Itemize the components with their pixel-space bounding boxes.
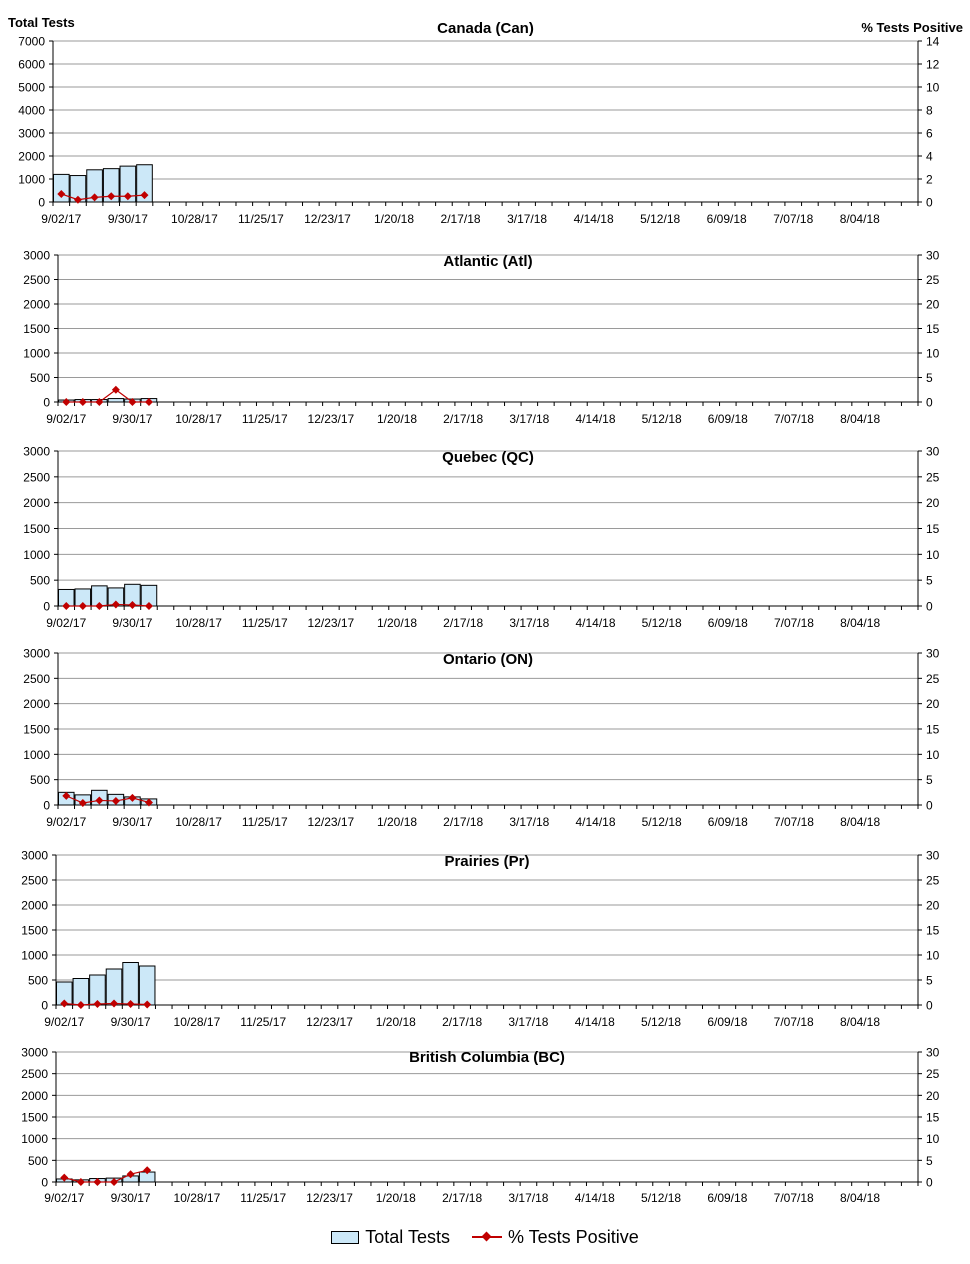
right-tick-label: 2 xyxy=(926,172,933,187)
right-tick-label: 30 xyxy=(926,848,940,863)
right-tick-label: 10 xyxy=(926,346,940,361)
x-tick-label: 12/23/17 xyxy=(307,412,355,426)
right-tick-label: 20 xyxy=(926,496,940,511)
left-tick-label: 500 xyxy=(29,573,50,588)
x-tick-label: 9/30/17 xyxy=(112,815,153,829)
x-tick-label: 10/28/17 xyxy=(175,815,222,829)
x-tick-label: 5/12/18 xyxy=(641,616,682,630)
right-tick-label: 6 xyxy=(926,126,933,141)
x-tick-label: 5/12/18 xyxy=(641,412,682,426)
x-tick-label: 4/14/18 xyxy=(575,412,616,426)
right-tick-label: 10 xyxy=(926,547,940,562)
legend-line-swatch xyxy=(472,1231,502,1243)
x-tick-label: 9/30/17 xyxy=(110,1015,151,1029)
x-tick-label: 7/07/18 xyxy=(773,412,814,426)
left-tick-label: 3000 xyxy=(21,1045,48,1060)
bar-total-tests xyxy=(123,963,139,1006)
right-tick-label: 15 xyxy=(926,522,940,536)
x-tick-label: 7/07/18 xyxy=(773,212,814,226)
x-tick-label: 9/02/17 xyxy=(44,1015,85,1029)
left-tick-label: 0 xyxy=(43,798,50,813)
left-tick-label: 500 xyxy=(29,371,50,385)
x-tick-label: 1/20/18 xyxy=(375,1015,416,1029)
x-tick-label: 12/23/17 xyxy=(306,1191,353,1205)
right-tick-label: 14 xyxy=(926,34,940,49)
left-tick-label: 2500 xyxy=(21,1067,48,1082)
right-tick-label: 12 xyxy=(926,57,940,72)
x-tick-label: 7/07/18 xyxy=(773,1015,814,1029)
x-tick-label: 2/17/18 xyxy=(443,815,484,829)
left-tick-label: 1000 xyxy=(23,547,50,562)
left-tick-label: 3000 xyxy=(21,848,48,863)
right-tick-label: 30 xyxy=(926,444,940,459)
x-tick-label: 9/02/17 xyxy=(46,616,87,630)
right-tick-label: 10 xyxy=(926,948,940,963)
right-tick-label: 10 xyxy=(926,80,940,95)
left-tick-label: 2500 xyxy=(23,671,50,686)
x-tick-label: 12/23/17 xyxy=(307,815,355,829)
x-tick-label: 9/30/17 xyxy=(107,212,148,226)
right-tick-label: 25 xyxy=(926,873,940,888)
left-tick-label: 0 xyxy=(41,1175,48,1190)
right-tick-label: 0 xyxy=(926,1175,933,1190)
x-tick-label: 5/12/18 xyxy=(641,1015,682,1029)
right-tick-label: 20 xyxy=(926,697,940,712)
x-tick-label: 11/25/17 xyxy=(238,212,284,226)
legend-label-total-tests: Total Tests xyxy=(365,1226,450,1247)
left-tick-label: 0 xyxy=(43,395,50,410)
panel-title: Prairies (Pr) xyxy=(444,853,530,870)
left-tick-label: 0 xyxy=(43,599,50,614)
right-tick-label: 20 xyxy=(926,297,940,312)
bar-total-tests xyxy=(108,399,124,402)
left-tick-label: 7000 xyxy=(18,34,45,49)
right-tick-label: 0 xyxy=(926,395,933,410)
left-tick-label: 1500 xyxy=(21,1110,48,1125)
x-tick-label: 12/23/17 xyxy=(304,212,351,226)
x-tick-label: 9/02/17 xyxy=(46,412,87,426)
x-tick-label: 6/09/18 xyxy=(707,412,748,426)
x-tick-label: 11/25/17 xyxy=(240,1015,287,1029)
x-tick-label: 10/28/17 xyxy=(175,412,222,426)
x-tick-label: 9/30/17 xyxy=(112,616,153,630)
x-tick-label: 10/28/17 xyxy=(175,616,222,630)
legend-item-pct-positive xyxy=(472,1227,639,1248)
x-tick-label: 3/17/18 xyxy=(509,412,550,426)
x-tick-label: 7/07/18 xyxy=(773,1191,814,1205)
panel-title: Ontario (ON) xyxy=(443,651,533,668)
right-tick-label: 25 xyxy=(926,1067,940,1082)
panel-title: Quebec (QC) xyxy=(442,449,534,466)
x-tick-label: 8/04/18 xyxy=(839,212,880,226)
left-tick-label: 1500 xyxy=(23,322,50,336)
right-tick-label: 0 xyxy=(926,195,933,210)
right-tick-label: 10 xyxy=(926,747,940,762)
x-tick-label: 3/17/18 xyxy=(508,1015,549,1029)
right-axis-title: % Tests Positive xyxy=(861,20,963,35)
x-tick-label: 11/25/17 xyxy=(240,1191,287,1205)
left-tick-label: 3000 xyxy=(23,444,50,459)
x-tick-label: 2/17/18 xyxy=(442,1191,483,1205)
left-tick-label: 1000 xyxy=(21,1132,48,1147)
x-tick-label: 3/17/18 xyxy=(507,212,548,226)
x-tick-label: 5/12/18 xyxy=(640,212,681,226)
right-tick-label: 0 xyxy=(926,599,933,614)
point-pct-positive xyxy=(62,398,70,406)
x-tick-label: 8/04/18 xyxy=(840,616,881,630)
x-tick-label: 1/20/18 xyxy=(377,412,418,426)
left-tick-label: 1500 xyxy=(21,923,48,938)
x-tick-label: 1/20/18 xyxy=(375,1191,416,1205)
right-tick-label: 8 xyxy=(926,103,933,118)
right-tick-label: 25 xyxy=(926,273,940,287)
legend-item-total-tests xyxy=(331,1227,450,1248)
x-tick-label: 11/25/17 xyxy=(241,616,288,630)
right-tick-label: 20 xyxy=(926,1088,940,1103)
right-tick-label: 30 xyxy=(926,1045,940,1060)
left-tick-label: 2000 xyxy=(23,297,50,312)
x-tick-label: 11/25/17 xyxy=(241,815,288,829)
x-tick-label: 2/17/18 xyxy=(443,412,484,426)
left-tick-label: 0 xyxy=(38,195,45,210)
left-tick-label: 2500 xyxy=(23,273,50,287)
right-tick-label: 15 xyxy=(926,322,940,336)
x-tick-label: 9/02/17 xyxy=(46,815,87,829)
legend-label-pct-positive: % Tests Positive xyxy=(507,1226,639,1247)
left-tick-label: 1000 xyxy=(23,747,50,762)
left-tick-label: 500 xyxy=(29,773,50,788)
panel-title: British Columbia (BC) xyxy=(409,1049,565,1066)
left-tick-label: 1000 xyxy=(21,948,48,963)
left-tick-label: 3000 xyxy=(23,646,50,661)
left-tick-label: 0 xyxy=(41,998,48,1013)
x-tick-label: 6/09/18 xyxy=(707,616,748,630)
x-tick-label: 10/28/17 xyxy=(173,1015,221,1029)
point-pct-positive xyxy=(77,1178,85,1186)
panel-title: Atlantic (Atl) xyxy=(443,253,533,270)
right-tick-label: 5 xyxy=(926,973,933,988)
left-axis-title: Total Tests xyxy=(8,15,75,30)
bar-total-tests xyxy=(139,966,155,1005)
x-tick-label: 2/17/18 xyxy=(443,616,484,630)
x-tick-label: 6/09/18 xyxy=(706,212,747,226)
x-tick-label: 8/04/18 xyxy=(840,815,881,829)
left-tick-label: 6000 xyxy=(18,57,45,72)
left-tick-label: 2500 xyxy=(21,873,48,888)
right-tick-label: 15 xyxy=(926,722,940,737)
x-tick-label: 5/12/18 xyxy=(641,1191,682,1205)
left-tick-label: 500 xyxy=(27,1153,48,1168)
right-tick-label: 5 xyxy=(926,371,933,385)
chart-legend xyxy=(0,1222,970,1252)
x-tick-label: 4/14/18 xyxy=(574,1191,615,1205)
x-tick-label: 1/20/18 xyxy=(373,212,415,226)
left-tick-label: 2000 xyxy=(23,697,50,712)
right-tick-label: 25 xyxy=(926,671,940,686)
right-tick-label: 15 xyxy=(926,923,940,938)
right-tick-label: 5 xyxy=(926,1153,933,1168)
right-tick-label: 30 xyxy=(926,646,940,661)
x-tick-label: 3/17/18 xyxy=(508,1191,549,1205)
x-tick-label: 6/09/18 xyxy=(707,1191,748,1205)
left-tick-label: 3000 xyxy=(23,248,50,263)
x-tick-label: 7/07/18 xyxy=(773,616,814,630)
left-tick-label: 4000 xyxy=(18,103,45,118)
x-tick-label: 8/04/18 xyxy=(840,412,881,426)
panel-title: Canada (Can) xyxy=(437,20,534,37)
right-tick-label: 0 xyxy=(926,798,933,813)
right-tick-label: 0 xyxy=(926,998,933,1013)
left-tick-label: 1000 xyxy=(18,172,45,187)
x-tick-label: 10/28/17 xyxy=(171,212,218,226)
x-tick-label: 6/09/18 xyxy=(707,1015,748,1029)
left-tick-label: 2000 xyxy=(18,149,45,164)
x-tick-label: 1/20/18 xyxy=(377,616,418,630)
right-tick-label: 5 xyxy=(926,573,933,588)
left-tick-label: 1000 xyxy=(23,346,50,361)
x-tick-label: 8/04/18 xyxy=(839,1191,881,1205)
right-tick-label: 4 xyxy=(926,149,933,164)
left-tick-label: 500 xyxy=(27,973,48,988)
x-tick-label: 10/28/17 xyxy=(173,1191,221,1205)
left-tick-label: 2000 xyxy=(23,496,50,511)
x-tick-label: 11/25/17 xyxy=(241,412,288,426)
right-tick-label: 15 xyxy=(926,1110,940,1125)
left-tick-label: 1500 xyxy=(23,722,50,737)
x-tick-label: 3/17/18 xyxy=(509,815,550,829)
right-tick-label: 20 xyxy=(926,898,940,913)
x-tick-label: 7/07/18 xyxy=(773,815,814,829)
x-tick-label: 4/14/18 xyxy=(573,212,614,226)
left-tick-label: 2000 xyxy=(21,898,48,913)
left-tick-label: 1500 xyxy=(23,522,50,536)
x-tick-label: 1/20/18 xyxy=(377,815,418,829)
x-tick-label: 9/30/17 xyxy=(112,412,153,426)
x-tick-label: 9/02/17 xyxy=(44,1191,85,1205)
x-tick-label: 12/23/17 xyxy=(307,616,355,630)
x-tick-label: 4/14/18 xyxy=(575,616,616,630)
left-tick-label: 5000 xyxy=(18,80,45,95)
x-tick-label: 4/14/18 xyxy=(574,1015,615,1029)
x-tick-label: 2/17/18 xyxy=(440,212,481,226)
x-tick-label: 5/12/18 xyxy=(641,815,682,829)
legend-bar-swatch xyxy=(331,1231,359,1244)
left-tick-label: 2000 xyxy=(21,1088,48,1103)
x-tick-label: 12/23/17 xyxy=(306,1015,353,1029)
left-tick-label: 2500 xyxy=(23,470,50,485)
left-tick-label: 3000 xyxy=(18,126,45,141)
right-tick-label: 25 xyxy=(926,470,940,485)
right-tick-label: 5 xyxy=(926,773,933,788)
x-tick-label: 6/09/18 xyxy=(707,815,748,829)
x-tick-label: 4/14/18 xyxy=(575,815,616,829)
right-tick-label: 10 xyxy=(926,1132,940,1147)
x-tick-label: 9/02/17 xyxy=(41,212,82,226)
x-tick-label: 3/17/18 xyxy=(509,616,550,630)
right-tick-label: 30 xyxy=(926,248,940,263)
x-tick-label: 8/04/18 xyxy=(839,1015,881,1029)
x-tick-label: 2/17/18 xyxy=(442,1015,483,1029)
x-tick-label: 9/30/17 xyxy=(110,1191,151,1205)
